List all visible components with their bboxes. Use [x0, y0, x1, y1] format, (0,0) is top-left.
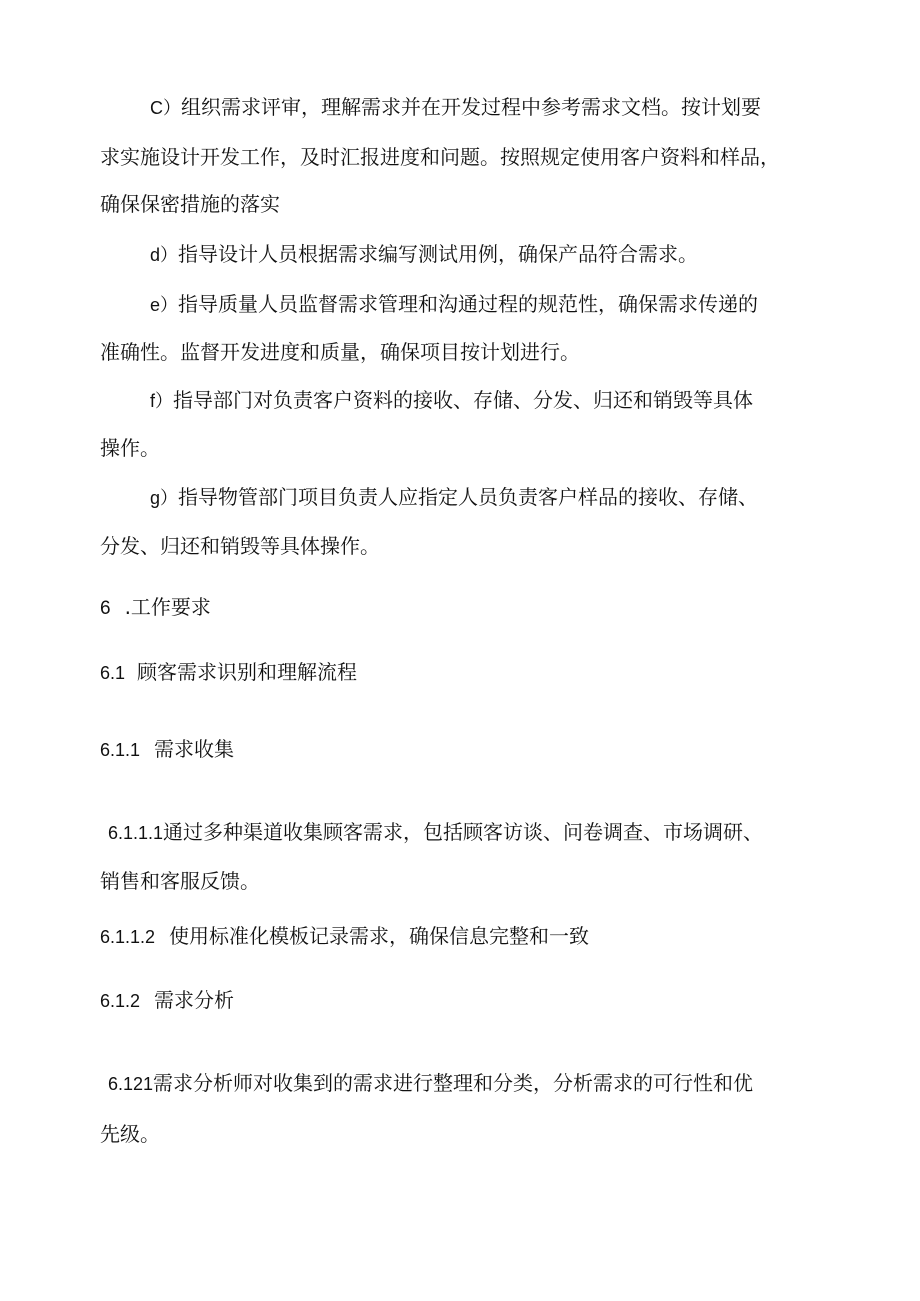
item-6-1-2-1-line-2: 先级。: [100, 1122, 160, 1146]
section-heading-6-1: [100, 660, 357, 685]
item-6-1-2-1-line-1: [108, 1071, 753, 1096]
section-number: 6.1.2: [100, 991, 141, 1011]
section-title: 需求分析: [154, 988, 235, 1012]
item-number: 6.121: [108, 1074, 154, 1094]
item-number: 6.1.1.1: [108, 823, 164, 843]
paragraph-text: 指导质量人员监督需求管理和沟通过程的规范性，确保需求传递的: [178, 292, 759, 316]
item-6-1-1-1-line-2: 销售和客服反馈。: [100, 869, 260, 893]
item-text: 通过多种渠道收集顾客需求，包括顾客访谈、问卷调查、市场调研、: [163, 820, 764, 844]
item-6-1-1-2: [100, 924, 589, 949]
list-marker: e）: [150, 295, 179, 315]
para-e-line-2: 准确性。监督开发进度和质量，确保项目按计划进行。: [100, 340, 580, 364]
item-number: 6.1.1.2: [100, 927, 156, 947]
section-heading-6-1-2: [100, 988, 234, 1013]
list-marker: g）: [150, 488, 179, 508]
section-heading-6: [100, 595, 211, 621]
paragraph-text: 指导设计人员根据需求编写测试用例，确保产品符合需求。: [178, 242, 699, 266]
section-title: 需求收集: [154, 737, 235, 761]
list-marker: f）: [150, 391, 174, 411]
para-c-line-2: 求实施设计开发工作，及时汇报进度和问题。按照规定使用客户资料和样品，: [100, 145, 780, 169]
item-6-1-1-1-line-1: [108, 820, 763, 845]
section-number: 6: [100, 598, 111, 619]
para-e-line-1: [150, 292, 758, 317]
para-c-line-1: [150, 95, 761, 120]
item-text: 需求分析师对收集到的需求进行整理和分类，分析需求的可行性和优: [153, 1071, 754, 1095]
list-marker: d）: [150, 245, 179, 265]
para-g-line-1: [150, 485, 758, 510]
section-heading-6-1-1: [100, 737, 234, 762]
section-number: 6.1.1: [100, 740, 141, 760]
section-title: 顾客需求识别和理解流程: [137, 660, 358, 684]
para-g-line-2: 分发、归还和销毁等具体操作。: [100, 534, 380, 558]
item-text: 使用标准化模板记录需求，确保信息完整和一致: [169, 924, 590, 948]
paragraph-text: 指导部门对负责客户资料的接收、存储、分发、归还和销毁等具体: [173, 388, 754, 412]
list-marker: C）: [150, 98, 181, 118]
paragraph-text: 指导物管部门项目负责人应指定人员负责客户样品的接收、存储、: [178, 485, 759, 509]
para-d-line-1: [150, 242, 698, 267]
paragraph-text: 组织需求评审，理解需求并在开发过程中参考需求文档。按计划要: [181, 95, 761, 119]
section-title: .工作要求: [124, 595, 211, 619]
para-f-line-2: 操作。: [100, 436, 160, 460]
para-f-line-1: [150, 388, 753, 413]
section-number: 6.1: [100, 663, 126, 683]
para-c-line-3: 确保保密措施的落实: [100, 192, 280, 216]
